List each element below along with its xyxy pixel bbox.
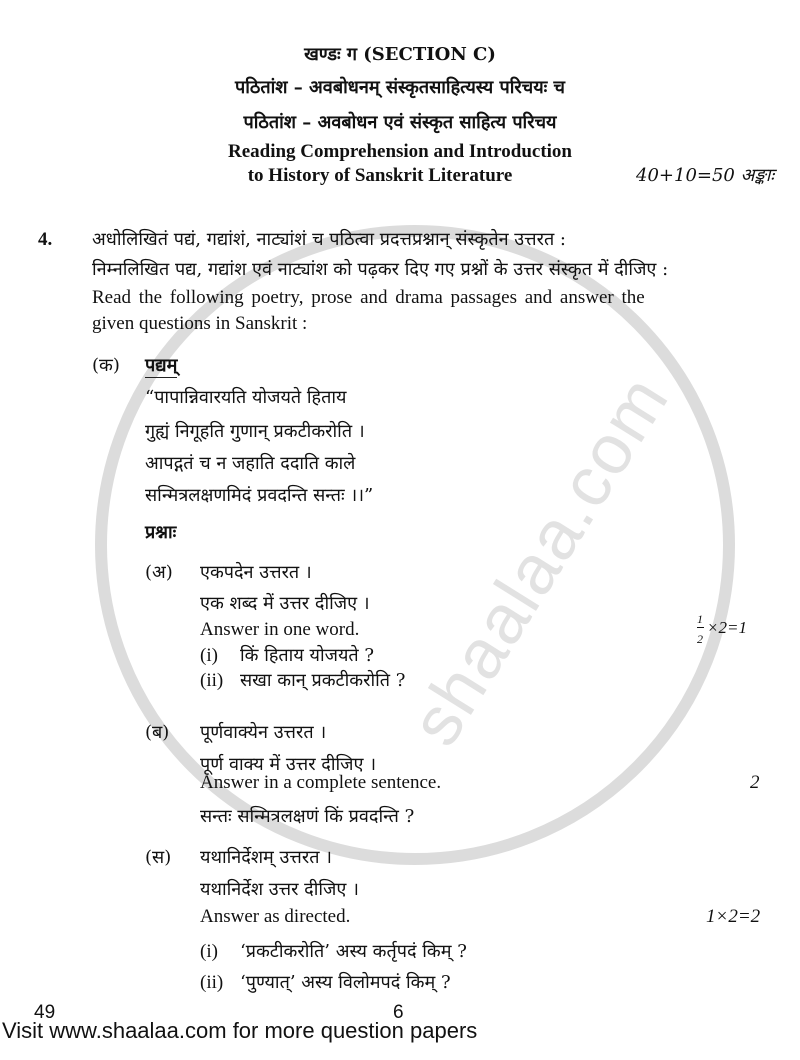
instruction-sanskrit: अधोलिखितं पद्यं, गद्यांशं, नाट्यांशं च पठित्वा प्रदत्तप्रश्नान् संस्कृतेन उत्तरत : <box>92 229 567 250</box>
item-text: ‘प्रकटीकरोति’ अस्य कर्तृपदं किम् ? <box>240 941 467 962</box>
sanskrit-title: पठितांश – अवबोधनम् संस्कृतसाहित्यस्य परिचयः च <box>235 77 565 98</box>
sub-c-marks: 1×2=2 <box>706 906 761 927</box>
marks-multiplier: ×2=1 <box>707 618 747 637</box>
verse-line: सन्मित्रलक्षणमिदं प्रवदन्ति सन्तः ।।” <box>145 485 374 506</box>
question-number: 4. <box>38 229 53 250</box>
sub-b-marks: 2 <box>750 772 760 793</box>
item-text: किं हिताय योजयते ? <box>240 645 375 666</box>
sub-b-english: Answer in a complete sentence. <box>200 772 442 793</box>
watermark-text: shaalaa.com <box>395 361 684 759</box>
verse-line: “पापान्निवारयति योजयते हिताय <box>145 387 347 408</box>
sub-a-hindi: एक शब्द में उत्तर दीजिए । <box>200 593 370 614</box>
promo-link[interactable]: Visit www.shaalaa.com for more question papers <box>2 1018 478 1043</box>
sub-b-hindi: पूर्ण वाक्य में उत्तर दीजिए । <box>200 754 377 775</box>
instruction-english-1: Read the following poetry, prose and drama passages and answer the <box>92 287 645 308</box>
hindi-title: पठितांश – अवबोधन एवं संस्कृत साहित्य परिचय <box>243 112 557 133</box>
item-num: (i) <box>200 645 218 666</box>
english-title-1: Reading Comprehension and Introduction <box>227 141 572 162</box>
sub-a-label: (अ) <box>145 562 173 583</box>
item-text: सखा कान् प्रकटीकरोति ? <box>240 670 406 691</box>
sub-c-english: Answer as directed. <box>200 906 351 927</box>
part-ka-label: (क) <box>92 355 120 376</box>
sub-c-label: (स) <box>145 847 172 868</box>
item-num: (ii) <box>200 670 224 691</box>
marks-numerator: 1 <box>697 612 703 626</box>
instruction-english-2: given questions in Sanskrit : <box>92 313 308 334</box>
sub-b-question: सन्तः सन्मित्रलक्षणं किं प्रवदन्ति ? <box>200 806 415 827</box>
paper-code: 49 <box>34 1002 56 1023</box>
item-text: ‘पुण्यात्’ अस्य विलोमपदं किम् ? <box>240 972 451 993</box>
sub-c-hindi: यथानिर्देश उत्तर दीजिए । <box>200 879 359 900</box>
sub-a-english: Answer in one word. <box>200 619 360 640</box>
sub-c-sanskrit: यथानिर्देशम् उत्तरत । <box>200 847 333 868</box>
page-number: 6 <box>393 1002 404 1023</box>
section-marks: 40+10=50 अङ्काः <box>636 165 775 186</box>
marks-denominator: 2 <box>697 632 703 646</box>
sub-b-label: (ब) <box>145 722 170 743</box>
verse-line: आपद्गतं च न जहाति ददाति काले <box>145 453 356 474</box>
sub-b-sanskrit: पूर्णवाक्येन उत्तरत । <box>200 722 327 743</box>
questions-label: प्रश्नाः <box>145 522 177 543</box>
instruction-hindi: निम्नलिखित पद्य, गद्यांश एवं नाट्यांश को पढ़कर दिए गए प्रश्नों के उत्तर संस्कृत में दीजिए : <box>92 259 669 280</box>
english-title-2: to History of Sanskrit Literature <box>247 165 513 186</box>
item-num: (ii) <box>200 972 224 993</box>
sub-a-sanskrit: एकपदेन उत्तरत । <box>200 562 312 583</box>
verse-line: गुह्यं निगूहति गुणान् प्रकटीकरोति । <box>145 421 365 442</box>
item-num: (i) <box>200 941 218 962</box>
part-ka-heading: पद्यम् <box>145 355 178 376</box>
section-heading: खण्डः ग (SECTION C) <box>304 44 496 65</box>
